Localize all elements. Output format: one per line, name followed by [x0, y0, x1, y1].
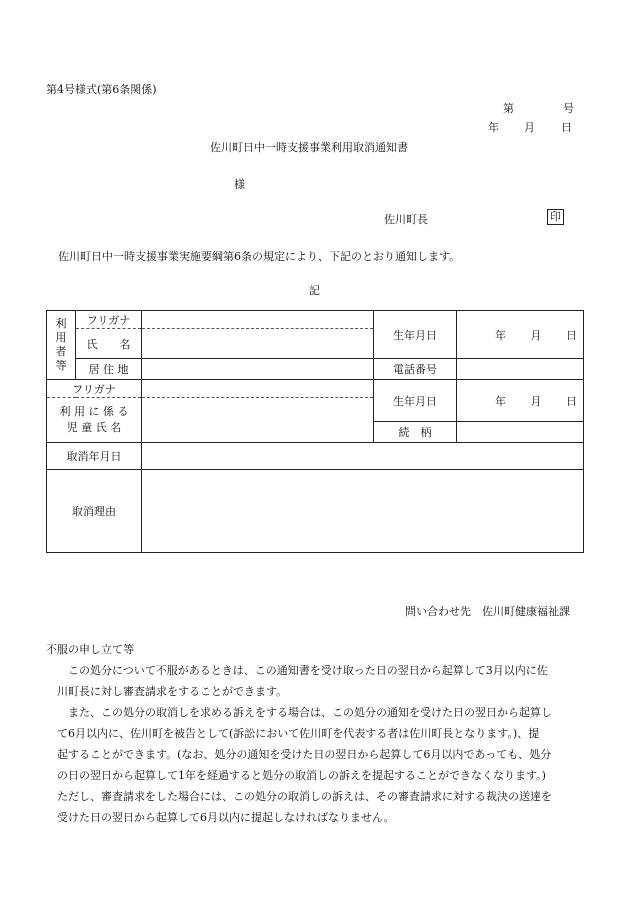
- cancel-date-label: 取消年月日: [47, 443, 142, 470]
- appeal-notes: [46, 639, 586, 828]
- notes-para2-line1: また、この処分の取消しを求める訴えをする場合は、この処分の通知を受けた日の翌日から起算し: [68, 706, 552, 719]
- issuer-name: 佐川町長: [384, 213, 428, 226]
- user-group-char: 利: [55, 317, 67, 330]
- phone-label: 電話番号: [374, 359, 457, 380]
- child-name-label: [47, 398, 142, 443]
- phone-field[interactable]: [457, 359, 584, 380]
- furigana-field[interactable]: [142, 311, 374, 329]
- birth-year-unit: 年: [495, 328, 506, 342]
- relation-label: 続 柄: [374, 422, 457, 443]
- contact-info: 問い合わせ先 佐川町健康福祉課: [405, 605, 570, 618]
- furigana-label: フリガナ: [76, 311, 142, 329]
- address-field[interactable]: [142, 359, 374, 380]
- child-furigana-label: フリガナ: [47, 380, 142, 398]
- address-label: 居 住 地: [76, 359, 142, 380]
- child-name-label-line2: 児 童 氏 名: [66, 421, 122, 434]
- cancel-reason-field[interactable]: [142, 470, 584, 553]
- birth-month-unit: 月: [530, 328, 542, 342]
- document-number-go: 号: [563, 102, 574, 115]
- notes-para2-line4: の日の翌日から起算して1年を経過すると処分の取消しの訴えを提起することができなくなります。): [57, 769, 546, 782]
- ki-heading: 記: [309, 284, 320, 297]
- notes-para1-line2: 川町長に対し審査請求をすることができます。: [57, 685, 288, 698]
- notes-para1-line1: この処分について不服があるときは、この通知書を受け取った日の翌日から起算して3月以内に佐: [68, 664, 548, 677]
- child-name-label-line1: 利 用 に 係 る: [59, 405, 129, 418]
- date-year: 年: [488, 121, 499, 134]
- name-field[interactable]: [142, 329, 374, 359]
- date-day: 日: [561, 121, 572, 134]
- child-birth-year-unit: 年: [495, 394, 506, 408]
- child-birth-day-unit: 日: [566, 394, 577, 408]
- notes-para2-line5: ただし、審査請求をした場合には、この処分の取消しの訴えは、その審査請求に対する裁決の送達を: [57, 790, 552, 803]
- form-number: 第4号様式(第6条関係): [46, 83, 157, 96]
- notes-heading: 不服の申し立て等: [46, 643, 134, 656]
- notes-para2-line3: 起することができます。(なお、処分の通知を受けた日の翌日から起算して6月以内であっても、処分: [57, 748, 552, 761]
- user-group-char: 者: [55, 345, 67, 358]
- name-label: 氏 名: [76, 329, 142, 359]
- notification-form-table: [46, 310, 584, 553]
- seal-mark: 印: [547, 209, 564, 225]
- document-number-dai: 第: [503, 102, 514, 115]
- user-group-char: 等: [55, 359, 67, 372]
- notes-para2-line2: て6月以内に、佐川町を被告として(訴訟において佐川町を代表する者は佐川町長となります。)、提: [57, 727, 540, 740]
- document-title: 佐川町日中一時支援事業利用取消通知書: [210, 141, 408, 154]
- relation-field[interactable]: [457, 422, 584, 443]
- date-month: 月: [524, 121, 535, 134]
- birth-day-unit: 日: [566, 328, 577, 342]
- notes-para2-line6: 受けた日の翌日から起算して6月以内に提起しなければなりません。: [57, 811, 395, 824]
- user-group-char: 用: [55, 331, 67, 344]
- body-text: 佐川町日中一時支援事業実施要綱第6条の規定により、下記のとおり通知します。: [58, 250, 461, 263]
- birth-date-field[interactable]: [457, 311, 584, 359]
- cancel-date-field[interactable]: [142, 443, 584, 470]
- child-birth-month-unit: 月: [530, 394, 542, 408]
- child-birth-date-field[interactable]: [457, 380, 584, 422]
- child-name-field[interactable]: [142, 398, 374, 443]
- user-group-label: [47, 311, 76, 380]
- cancel-reason-label: 取消理由: [47, 470, 142, 553]
- child-furigana-field[interactable]: [142, 380, 374, 398]
- child-birth-date-label: 生年月日: [374, 380, 457, 422]
- recipient-suffix: 様: [234, 178, 245, 191]
- birth-date-label: 生年月日: [374, 311, 457, 359]
